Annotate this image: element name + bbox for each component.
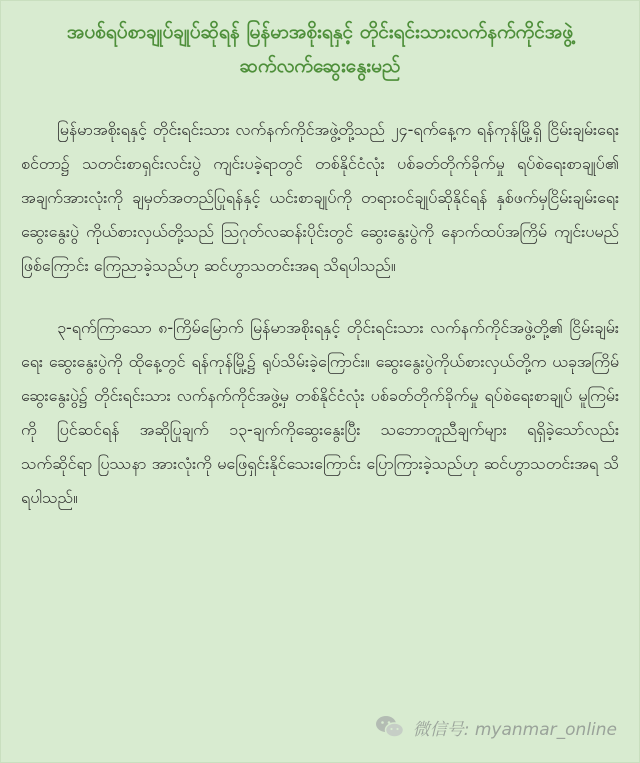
article-paragraph-1: မြန်မာအစိုးရနှင့် တိုင်းရင်းသား လက်နက်ကိုင်အဖွဲ့တို့သည် ၂၄-ရက်နေ့က ရန်ကုန်မြို့ရှိ ငြိမ်းချမ်းရေးစင်တာ၌ သတင်းစာရှင်းလင်းပွဲ ကျင်းပခဲ့ရာတွင် တစ်နိုင်ငံလုံး ပစ်ခတ်တိုက်ခိုက်မှု ရပ်စဲရေးစာချုပ်၏ အချက်အားလုံးကို ချမှတ်အတည်ပြုရန်နှင့် ယင်းစာချုပ်ကို တရားဝင်ချုပ်ဆိုနိုင်ရန် နှစ်ဖက်မှငြိမ်းချမ်းရေးဆွေးနွေးပွဲ ကိုယ်စားလှယ်တို့သည် ဩဂုတ်လဆန်းပိုင်းတွင် ဆွေးနွေးပွဲကို နောက်ထပ်အကြိမ် ကျင်းပမည်ဖြစ်ကြောင်း ကြေညာခဲ့သည်ဟု ဆင်ဟွာသတင်းအရ သိရပါသည်။: [21, 120, 619, 275]
article-title: [21, 15, 619, 83]
watermark-text: 微信号: myanmar_online: [412, 719, 617, 740]
wechat-watermark: [375, 714, 617, 740]
article-title-line-2: ဆက်လက်ဆွေးနွေးမည်: [239, 55, 401, 77]
wechat-icon: [375, 714, 405, 740]
article-title-line-1: အပစ်ရပ်စာချုပ်ချုပ်ဆိုရန် မြန်မာအစိုးရနှင့် တိုင်းရင်းသားလက်နက်ကိုင်အဖွဲ့: [66, 21, 574, 43]
article-paragraph-2: ၃-ရက်ကြာသော ၈-ကြိမ်မြောက် မြန်မာအစိုးရနှင့် တိုင်းရင်းသား လက်နက်ကိုင်အဖွဲ့တို့၏ ငြိမ်းချမ်းရေး ဆွေးနွေးပွဲကို ထိုနေ့တွင် ရန်ကုန်မြို့၌ ရုပ်သိမ်းခဲ့ကြောင်း။ ဆွေးနွေးပွဲကိုယ်စားလှယ်တို့က ယခုအကြိမ် ဆွေးနွေးပွဲ၌ တိုင်းရင်းသား လက်နက်ကိုင်အဖွဲ့မှ တစ်နိုင်ငံလုံး ပစ်ခတ်တိုက်ခိုက်မှု ရပ်စဲရေးစာချုပ် မူကြမ်းကို ပြင်ဆင်ရန် အဆိုပြုချက် ၁၃-ချက်ကိုဆွေးနွေးပြီး သဘောတူညီချက်များ ရရှိခဲ့သော်လည်း သက်ဆိုင်ရာ ပြဿနာ အားလုံးကို မဖြေရှင်းနိုင်သေးကြောင်း ပြောကြားခဲ့သည်ဟု ဆင်ဟွာသတင်းအရ သိရပါသည်။: [21, 318, 619, 507]
